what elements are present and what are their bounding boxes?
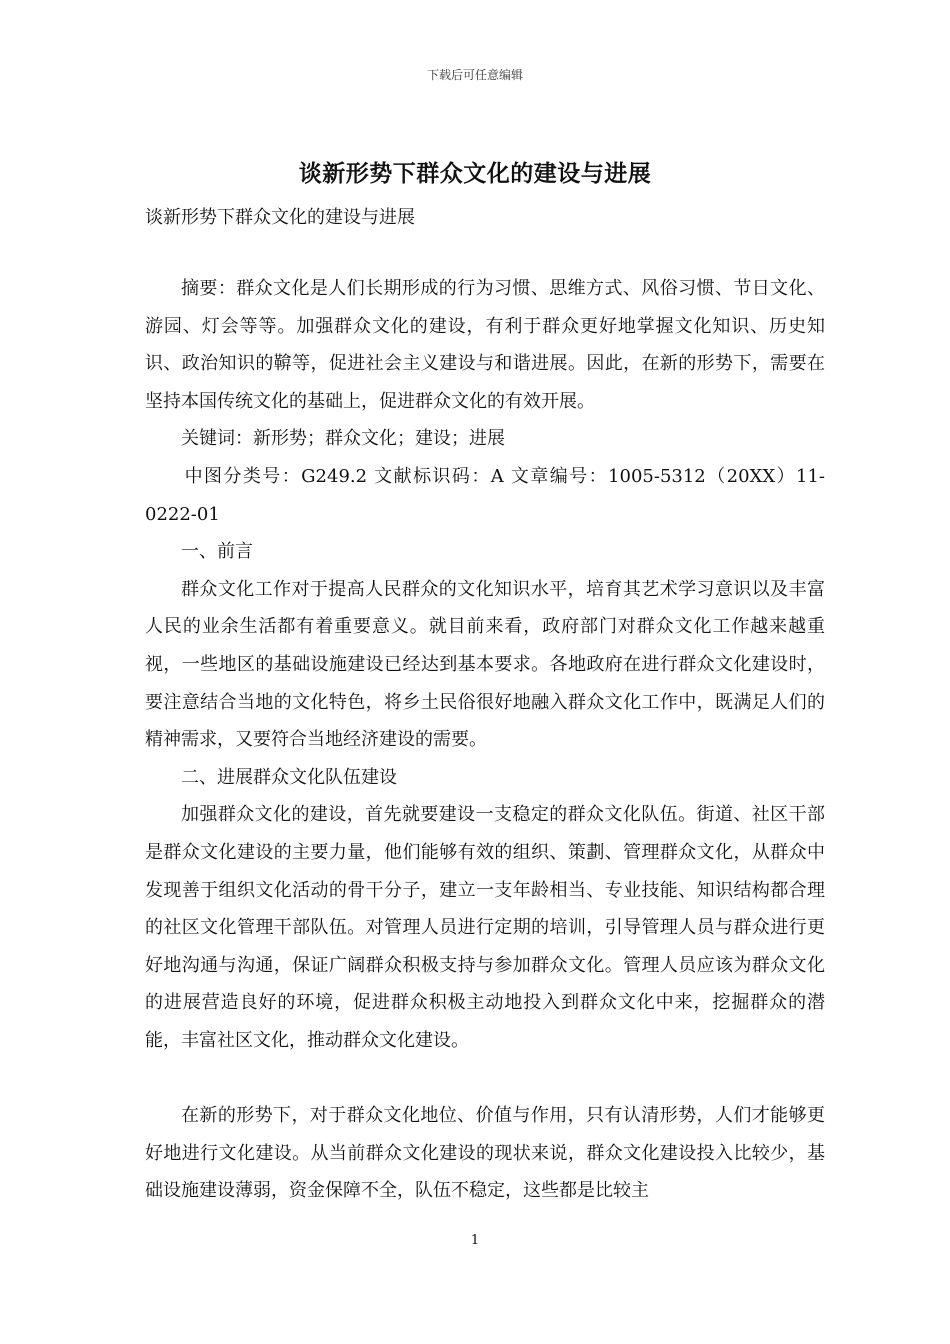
document-body <box>145 270 825 1210</box>
section-heading-2: 二、进展群众文化队伍建设 <box>181 766 397 788</box>
section-heading-1: 一、前言 <box>181 541 253 563</box>
body-paragraph: 加强群众文化的建设，首先就要建设一支稳定的群众文化队伍。街道、社区干部是群众文化建设的主要力量，他们能够有效的组织、策劃、管理群众文化，从群众中发现善于组织文化活动的骨干分子，建立一支年龄相当、专业技能、知识结构都合理的社区文化管理干部队伍。对管理人员进行定期的培训，引导管理人员与群众进行更好地沟通与沟通，保证广阔群众积极支持与参加群众文化。管理人员应该为群众文化的进展营造良好的环境，促进群众积极主动地投入到群众文化中来，挖掘群众的潜能，丰富社区文化，推动群众文化建设。 <box>145 804 825 1051</box>
keywords-paragraph: 关键词：新形势；群众文化；建设；进展 <box>181 428 505 450</box>
document-subtitle: 谈新形势下群众文化的建设与进展 <box>145 207 415 228</box>
document-title: 谈新形势下群众文化的建设与进展 <box>298 160 652 187</box>
body-paragraph: 在新的形势下，对于群众文化地位、价值与作用，只有认清形势，人们才能够更好地进行文化建设。从当前群众文化建设的现状来说，群众文化建设投入比较少，基础设施建设薄弱，资金保障不全，队伍不稳定，这些都是比较主 <box>145 1105 825 1202</box>
page-number: 1 <box>470 1233 480 1248</box>
body-paragraph: 群众文化工作对于提高人民群众的文化知识水平，培育其艺术学习意识以及丰富人民的业余生活都有着重要意义。就目前来看，政府部门对群众文化工作越来越重视，一些地区的基础设施建设已经达到基本要求。各地政府在进行群众文化建设时，要注意结合当地的文化特色，将乡土民俗很好地融入群众文化工作中，既满足人们的精神需求，又要符合当地经济建设的需要。 <box>145 578 825 751</box>
page-header: 下载后可任意编辑 <box>426 68 523 82</box>
classification-paragraph: 中图分类号：G249.2 文献标识码：A 文章编号：1005-5312（20XX）11-0222-01 <box>145 465 825 525</box>
abstract-paragraph: 摘要：群众文化是人们长期形成的行为习惯、思维方式、风俗习惯、节日文化、游园、灯会等等。加强群众文化的建设，有利于群众更好地掌握文化知识、历史知识、政治知识的鞥等，促进社会主义建设与和谐进展。因此，在新的形势下，需要在坚持本国传统文化的基础上，促进群众文化的有效开展。 <box>145 278 825 412</box>
